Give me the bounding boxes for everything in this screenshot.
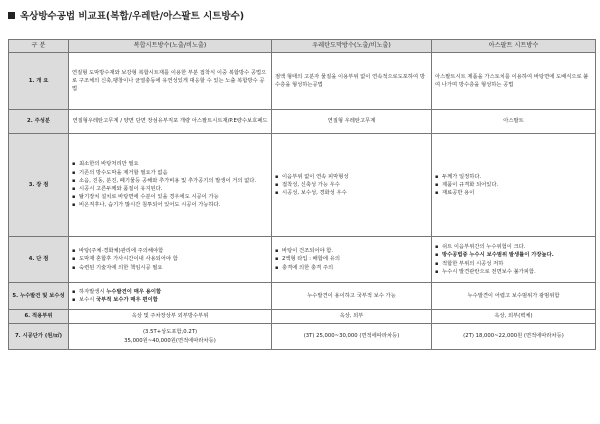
pros-asphalt-list xyxy=(435,173,592,198)
overview-composite: 연질형 도막방수재와 보강형 복합시트재를 이용한 부분 접착식 이중 복합방수 공법으로 구조체의 신축,팽창이나 균열충동에 유연성있게 대응할 수 있는 노출 복합방수 공법 xyxy=(69,53,272,110)
cost-composite-line1: (3.5T+상도포함,0.2T) xyxy=(142,329,198,336)
composition-composite: 연질형우레탄고무계 / 양면 단면 장섬유부직포 개량 아스팔트시트재/P.E량수보호페드 xyxy=(69,110,272,134)
list-item: ▪ 도막재 혼합후 가사시간이내 사용되어야 함 xyxy=(72,255,268,263)
leak-composite-list xyxy=(72,288,268,304)
list-item: ▪ 최소한의 바탕처리만 필요 xyxy=(72,160,268,168)
overview-urethane: 점액 형태의 고분자 물질을 이용부위 없이 연속적으로도포하여 방수층을 형성하는공법 xyxy=(272,53,432,110)
leak-asphalt: 누수발견이 어렵고 보수범위가 광범위함 xyxy=(432,283,596,310)
table-row xyxy=(9,134,596,237)
row-label-leak: 5. 누수발견 및 보수성 xyxy=(9,283,69,310)
header-asphalt: 아스팔트 시트방수 xyxy=(432,40,596,53)
list-item xyxy=(72,288,268,296)
list-item: ▪ 탈기장치 설치로 바탕면에 수분이 있을 경우에도 시공이 가능 xyxy=(72,193,268,201)
list-item: ▪ 소음, 진동, 분진, 폐기물등 공해와 추가비용 및 추가공기의 발생이 거의 없다. xyxy=(72,177,268,185)
table-row xyxy=(9,237,596,283)
application-urethane: 옥상, 외부 xyxy=(272,310,432,324)
list-item: ▪ 누수시 발견관란으로 전면보수 불가피함. xyxy=(435,268,592,276)
leak-composite xyxy=(69,283,272,310)
table-row xyxy=(9,110,596,134)
cons-urethane-list xyxy=(275,247,428,272)
list-item: ▪ 시공성, 보수성, 경화성 우수 xyxy=(275,189,428,197)
composition-urethane: 연질형 우레탄고무계 xyxy=(272,110,432,134)
cost-asphalt: (2T) 18,000~22,000원 (면적에따라차등) xyxy=(432,324,596,350)
list-item: ▪ 방수공법중 누수시 보수범위 발생률이 가장높다. xyxy=(435,251,592,259)
list-item: ▪ 바탕이 건조되어야 함. xyxy=(275,247,428,255)
header-composite-sheet: 복합시트방수(노출/비노출) xyxy=(69,40,272,53)
row-label-pros: 3. 장 점 xyxy=(9,134,69,237)
cost-composite xyxy=(69,324,272,350)
row-label-application: 6. 적용부위 xyxy=(9,310,69,324)
cons-composite-list xyxy=(72,247,268,272)
list-item: ▪ 두께가 일정하다. xyxy=(435,173,592,181)
cons-asphalt xyxy=(432,237,596,283)
table-row xyxy=(9,283,596,310)
header-category: 구 분 xyxy=(9,40,69,53)
cons-urethane xyxy=(272,237,432,283)
overview-asphalt: 아스팔트시트 제품을 가스토치를 이용하여 바탕면에 도배식으로 붙여 나가며 방수층을 형성하는 공법 xyxy=(432,53,596,110)
list-item: ▪ 이음부위 없이 연속 피막형성 xyxy=(275,173,428,181)
table-header-row xyxy=(9,40,596,53)
list-item: ▪ 재료공반 용이 xyxy=(435,189,592,197)
row-label-composition: 2. 주성분 xyxy=(9,110,69,134)
comparison-table xyxy=(8,39,596,350)
cons-composite xyxy=(69,237,272,283)
row-label-cost: 7. 시공단가 (원/㎡) xyxy=(9,324,69,350)
leak-composite-2-prefix: 보수시 xyxy=(79,297,97,303)
list-item: ▪ 숙련된 기술자에 의한 책임시공 필요 xyxy=(72,264,268,272)
list-item: ▪ 적합한 부위의 시공성 저하 xyxy=(435,260,592,268)
list-item: ▪ 시공시 고른두께와 품질이 유지된다. xyxy=(72,185,268,193)
pros-composite xyxy=(69,134,272,237)
cons-asphalt-list xyxy=(435,243,592,276)
cost-urethane: (3T) 25,000~30,000 (면적에따라차등) xyxy=(272,324,432,350)
list-item: ▪ 2액형 타입 : 배합에 유의 xyxy=(275,255,428,263)
list-item: ▪ 기존의 방수도막을 제거할 필요가 없음 xyxy=(72,169,268,177)
list-item xyxy=(72,296,268,304)
table-row xyxy=(9,53,596,110)
table-row xyxy=(9,324,596,350)
square-bullet-icon xyxy=(8,12,15,19)
composition-asphalt: 아스팔트 xyxy=(432,110,596,134)
pros-urethane-list xyxy=(275,173,428,198)
pros-urethane xyxy=(272,134,432,237)
leak-composite-1-emph: 누수발견이 매우 용이함 xyxy=(106,288,162,295)
cost-composite-line2: 35,000원~40,000원(면적에따라차등) xyxy=(124,337,216,344)
row-label-overview: 1. 개 요 xyxy=(9,53,69,110)
pros-composite-list xyxy=(72,160,268,209)
leak-composite-2-emph: 국부적 보수가 매우 편이함 xyxy=(96,297,158,303)
leak-urethane: 누수발견이 용이하고 국부적 보수 가능 xyxy=(272,283,432,310)
list-item: ▪ 충격에 의한 충격 주의 xyxy=(275,264,428,272)
row-label-cons: 4. 단 점 xyxy=(9,237,69,283)
leak-composite-1-prefix: 하자발생시 xyxy=(79,288,107,295)
pros-asphalt xyxy=(432,134,596,237)
header-urethane: 우레탄도막방수(노출/비노출) xyxy=(272,40,432,53)
application-composite: 옥상 및 주차장상부 외부방수부위 xyxy=(69,310,272,324)
page-title xyxy=(8,9,244,25)
application-asphalt: 옥상, 외부(벽체) xyxy=(432,310,596,324)
list-item: ▪ 쉬트 이음부위간의 누수위험이 크다. xyxy=(435,243,592,251)
list-item: ▪ 비온직후나, 습기가 많시간 침투되어 있어도 시공이 가능하다. xyxy=(72,201,268,209)
list-item: ▪ 바탕(주체·경화체)관리에 주의해야함 xyxy=(72,247,268,255)
table-row xyxy=(9,310,596,324)
page-title-text: 옥상방수공법 비교표(복합/우레탄/아스팔트 시트방수) xyxy=(20,11,245,22)
list-item: ▪ 제품이 규격화 되어있다. xyxy=(435,181,592,189)
list-item: ▪ 접착성, 신축성 가능 우수 xyxy=(275,181,428,189)
